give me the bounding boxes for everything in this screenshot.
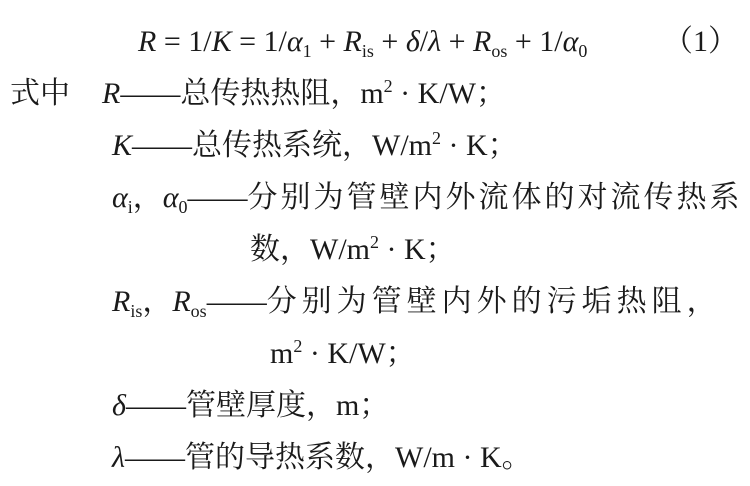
definition-line-K [0, 120, 750, 172]
equation-line [0, 16, 750, 68]
definition-alpha-continuation-text: 数，$W/m^2 \cdot K$； [250, 232, 456, 266]
equation-formula: R = 1/K = 1/α1 + Ris + δ/λ + Ros + 1/α0 [138, 25, 588, 61]
definition-delta-text: δ——管壁厚度，m； [112, 389, 390, 422]
definition-line-R [0, 68, 750, 120]
definition-line-delta [0, 380, 750, 432]
equation-number: （1） [663, 25, 738, 58]
definition-lambda-text: λ——管的导热系数，W/m · K。 [112, 441, 532, 474]
definition-alpha-text: αi，α0——分别为管壁内外流体的对流传热系 [112, 181, 743, 217]
definition-fouling-continuation-text: $m^2 \cdot K/W$； [270, 336, 416, 370]
definitions-intro-label: 式中 [10, 77, 70, 110]
definition-line-alpha [0, 172, 750, 224]
definition-R-text: R——总传热热阻，$m^2 \cdot K/W$； [102, 76, 506, 110]
definition-line-fouling-continuation [0, 328, 750, 380]
definition-line-alpha-continuation [0, 224, 750, 276]
definition-fouling-text: Ris，Ros——分别为管壁内外的污垢热阻， [112, 285, 722, 321]
definition-line-fouling [0, 276, 750, 328]
definition-K-text: K——总传热系统，$W/m^2 \cdot K$； [112, 128, 518, 162]
definition-line-lambda [0, 432, 750, 484]
